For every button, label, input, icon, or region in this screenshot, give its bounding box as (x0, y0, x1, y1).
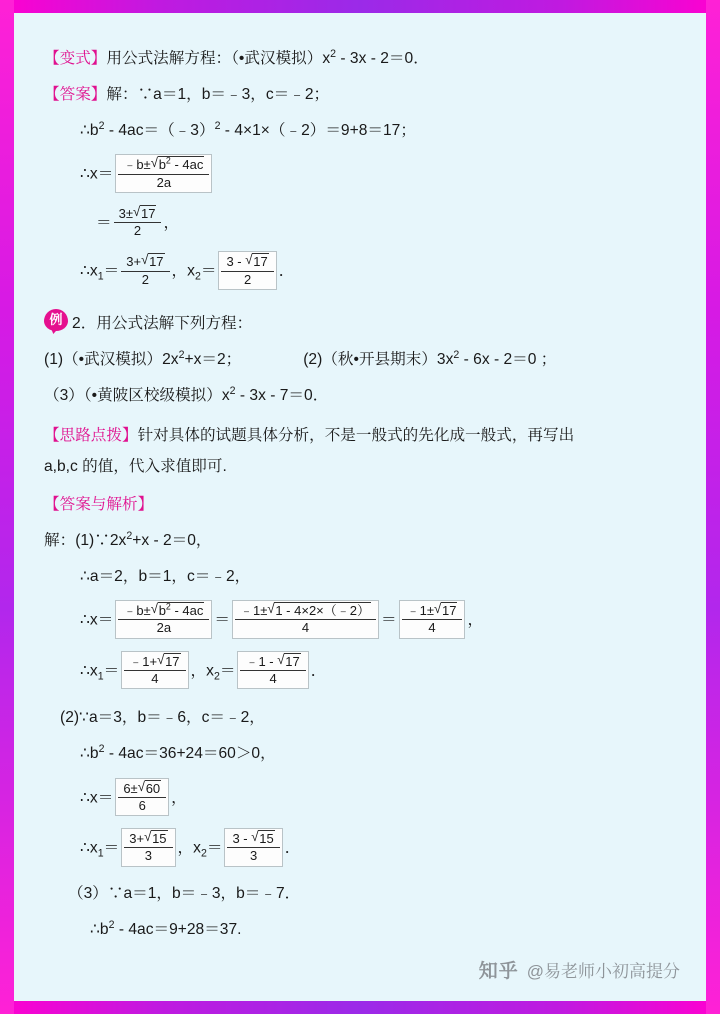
sqrt-icon (144, 830, 167, 847)
part3-discriminant-exponent: 2 (108, 918, 115, 931)
numerator-lead: ﹣b± (123, 603, 151, 619)
variant-label: 【变式】 (44, 50, 107, 67)
part2-discriminant-line (44, 742, 680, 766)
fraction-denominator: 2a (156, 174, 172, 190)
radicand: 17 (165, 653, 180, 669)
roots-line: $\therefore x_1=$ $\frac{3+ √ 17}{2}$ ，$x_2=$ $\frac{3 - √ 17}{2}$ ． (44, 252, 680, 291)
sqrt-icon (133, 205, 156, 222)
discriminant-mid: - 4ac＝（﹣3） (104, 122, 215, 140)
sqrt-icon (251, 830, 274, 847)
formula-evaluated-line (44, 206, 680, 241)
answer-lead-line (44, 83, 680, 107)
numerator-lead: 3 - (232, 831, 252, 847)
radicand: 17 (149, 254, 164, 270)
document-content (14, 13, 706, 942)
zhihu-logo-icon: 知乎 (478, 961, 519, 982)
part2-formula-prefix: ∴x＝ (80, 788, 114, 806)
solution-roots-prefix: ∴x (80, 662, 98, 680)
solution-formula-suffix: ， (467, 611, 484, 629)
answer-lead-text: 解：∵a＝1，b＝﹣3，c＝﹣2； (106, 86, 330, 104)
part2-discriminant-suffix: - 4ac＝36+24＝60＞0， (104, 745, 276, 763)
root-fraction (114, 205, 162, 240)
fraction-denominator: 4 (151, 670, 159, 686)
radicand: 17 (442, 603, 457, 619)
answer-label: 【答案】 (44, 86, 107, 104)
sqrt-icon (151, 602, 205, 619)
variant-text: 用公式法解方程：（•武汉模拟）x (106, 50, 331, 67)
radicand: 17 (285, 653, 300, 669)
example-heading (44, 309, 680, 336)
example-badge-icon (44, 309, 70, 333)
question-2-text: (2)（秋•开县期末）3x (303, 351, 454, 369)
solution-line-1 (44, 529, 680, 553)
root1-fraction (121, 253, 169, 288)
hint-text: 针对具体的试题具体分析，不是一般式的先化成一般式，再写出 (137, 427, 575, 445)
fraction-numerator (124, 830, 172, 848)
solution-formula-line: ∴x＝ $\frac{﹣b\pm √ b^2 - 4ac}{2a}$ ＝ $\frac{﹣1\pm √ 1 - 4\times 2\times(﹣2)}{4}$ ＝ $\frac{﹣1\pm √ 17}{4}$ ， (44, 601, 680, 640)
roots-suffix: ． (278, 262, 295, 280)
numerator-lead: 6± (123, 780, 138, 796)
fraction-denominator: 2 (141, 271, 149, 287)
question-1-exponent: 2 (178, 348, 185, 361)
radicand: 15 (259, 831, 274, 847)
solution-line-1-exponent: 2 (126, 529, 133, 542)
part2-discriminant-exponent: 2 (98, 743, 105, 756)
sqrt-icon (141, 253, 164, 270)
fraction-denominator: 3 (249, 848, 258, 864)
numerator-lead: ﹣1± (406, 603, 434, 619)
part2-root2-fraction (224, 828, 282, 867)
sqrt-icon (138, 780, 161, 797)
radicand: 15 (152, 831, 167, 847)
radicand: 17 (253, 254, 268, 270)
roots-mid: ，x (171, 262, 195, 280)
solution-root2-fraction (237, 651, 308, 690)
example-number: 2 (72, 314, 81, 332)
fraction-denominator: 3 (144, 848, 152, 864)
part2-fraction (115, 778, 169, 817)
part2-roots-line: $\therefore x_1=$ $\frac{3+ √ 15}{3}$ ，$x_2=$ $\frac{3 - √ 15}{3}$ ． (44, 829, 680, 868)
part3-discriminant-line (44, 918, 680, 942)
part3-discriminant-prefix: ∴b (90, 920, 109, 938)
fraction-numerator (118, 156, 209, 174)
radicand-exponent: 2 (165, 601, 171, 612)
discriminant-suffix: - 4×1×（﹣2）＝9+8＝17； (220, 122, 416, 140)
watermark (479, 956, 680, 983)
root-subscript-1: 1 (97, 847, 104, 860)
solution-label: 【答案与解析】 (44, 495, 154, 513)
equals-prefix: ＝ (96, 214, 112, 232)
part2-discriminant-prefix: ∴b (80, 745, 99, 763)
equals-suffix: ， (163, 214, 180, 232)
radicand-rest: - 4ac (170, 603, 204, 619)
sqrt-icon (267, 602, 371, 619)
sqrt-icon (245, 253, 268, 270)
solution-line-1-text: 解：(1)∵2x (44, 531, 127, 549)
question-row-2 (44, 384, 680, 408)
radicand-b: b (158, 603, 166, 619)
fraction-numerator (118, 780, 166, 798)
fraction-numerator (124, 653, 185, 671)
hint-line-1 (44, 424, 680, 448)
sqrt-icon (151, 156, 205, 173)
substituted-fraction (232, 600, 379, 639)
radicand: 1 - 4×2×（﹣2） (275, 603, 371, 619)
question-2-exponent: 2 (453, 348, 460, 361)
part3-line-1-text: （3）∵a＝1，b＝﹣3，b＝﹣7． (68, 884, 301, 902)
part2-root1-fraction (121, 828, 175, 867)
numerator-lead: 3+ (129, 831, 145, 847)
part2-roots-suffix: ． (284, 839, 301, 857)
numerator-lead: 3± (118, 205, 133, 221)
question-1 (44, 348, 242, 369)
simplified-fraction (399, 600, 466, 639)
question-2-text-2: - 6x - 2＝0 ； (459, 351, 557, 369)
hint-line-2 (44, 455, 680, 479)
discriminant-exponent-2: 2 (214, 120, 221, 133)
quadratic-formula-line (44, 155, 680, 194)
fraction-denominator: 6 (138, 797, 146, 813)
quadratic-formula-fraction (115, 154, 212, 193)
quadratic-formula-fraction (115, 600, 212, 639)
sqrt-icon (277, 653, 300, 670)
sqrt-icon (157, 653, 180, 670)
solution-formula-prefix: ∴x＝ (80, 611, 114, 629)
radicand-b: b (158, 157, 166, 173)
question-3-text-2: - 3x - 7＝0． (235, 387, 329, 405)
question-3-text: （3）（•黄陂区校级模拟）x (44, 387, 230, 405)
part2-line-1-text: (2)∵a＝3，b＝﹣6，c＝﹣2， (60, 709, 265, 727)
root2-fraction (218, 251, 276, 290)
root-subscript-1: 1 (97, 670, 104, 683)
part2-roots-mid: ，x (177, 839, 201, 857)
roots-prefix: ∴x (80, 262, 98, 280)
discriminant-prefix: ∴b (80, 122, 99, 140)
root-subscript-2: 2 (213, 670, 220, 683)
question-1-text-2: +x＝2； (184, 351, 242, 369)
fraction-numerator (121, 253, 169, 271)
fraction-numerator (221, 253, 273, 271)
radicand (158, 602, 205, 619)
discriminant-line (44, 119, 680, 143)
formula-prefix: ∴x＝ (80, 165, 114, 183)
variant-text-2: - 3x - 2＝0． (336, 50, 429, 67)
fraction-denominator: 4 (301, 620, 310, 636)
question-1-text: (1)（•武汉模拟）2x (44, 351, 179, 369)
solution-roots-mid: ，x (190, 662, 214, 680)
numerator-lead: ﹣b± (123, 157, 151, 173)
radicand-exponent: 2 (165, 156, 171, 167)
part3-line-1 (44, 882, 680, 906)
question-2 (303, 348, 557, 369)
solution-root1-fraction (121, 651, 188, 690)
part2-roots-prefix: ∴x (80, 839, 98, 857)
fraction-denominator: 4 (428, 620, 436, 636)
hint-label: 【思路点拨】 (44, 427, 138, 445)
fraction-numerator (114, 205, 162, 223)
part2-formula-line (44, 779, 680, 818)
root-subscript-2: 2 (194, 270, 201, 283)
badge-char: 例 (49, 311, 63, 327)
example-title: ．用公式法解下列方程： (80, 314, 253, 332)
fraction-numerator (227, 830, 279, 848)
solution-line-2 (44, 565, 680, 589)
numerator-lead: 3 - (226, 254, 246, 270)
sqrt-icon (434, 602, 457, 619)
fraction-denominator: 2 (243, 271, 252, 287)
solution-heading (44, 493, 680, 517)
question-row-1 (44, 348, 680, 372)
variant-exponent: 2 (330, 47, 337, 60)
fraction-numerator (240, 653, 305, 671)
radicand: 60 (145, 780, 161, 796)
part2-line-1 (44, 706, 680, 730)
numerator-lead: 3+ (126, 254, 142, 270)
root-subscript-2: 2 (200, 847, 207, 860)
part2-formula-suffix: ， (171, 788, 187, 806)
fraction-numerator (118, 602, 209, 620)
numerator-lead: ﹣1± (239, 603, 268, 619)
fraction-denominator: 4 (269, 670, 277, 686)
discriminant-exponent: 2 (98, 120, 105, 133)
fraction-numerator (402, 602, 463, 620)
radicand (158, 156, 205, 173)
radicand-rest: - 4ac (170, 157, 204, 173)
fraction-numerator (235, 602, 376, 620)
fraction-denominator: 2a (156, 620, 172, 636)
solution-line-1-text-2: +x - 2＝0， (132, 531, 212, 549)
fraction-denominator: 2 (133, 223, 142, 239)
solution-roots-suffix: ． (310, 662, 327, 680)
part3-discriminant-suffix: - 4ac＝9+28＝37. (114, 920, 242, 938)
question-3-exponent: 2 (229, 385, 236, 398)
document-page (14, 13, 706, 1001)
watermark-text: @易老师小初高提分 (526, 962, 680, 981)
solution-roots-line: $\therefore x_1=$ $\frac{﹣1+ √ 17}{4}$ ，$x_2=$ $\frac{﹣1 - √ 17}{4}$ ． (44, 652, 680, 691)
numerator-lead: ﹣1 - (245, 653, 278, 669)
radicand: 17 (140, 205, 156, 221)
numerator-lead: ﹣1+ (129, 653, 158, 669)
solution-line-2-text: ∴a＝2，b＝1，c＝﹣2， (80, 568, 251, 586)
hint-text-2: a,b,c 的值，代入求值即可. (44, 457, 227, 475)
root-subscript-1: 1 (97, 270, 104, 283)
variant-problem-line (44, 47, 680, 71)
